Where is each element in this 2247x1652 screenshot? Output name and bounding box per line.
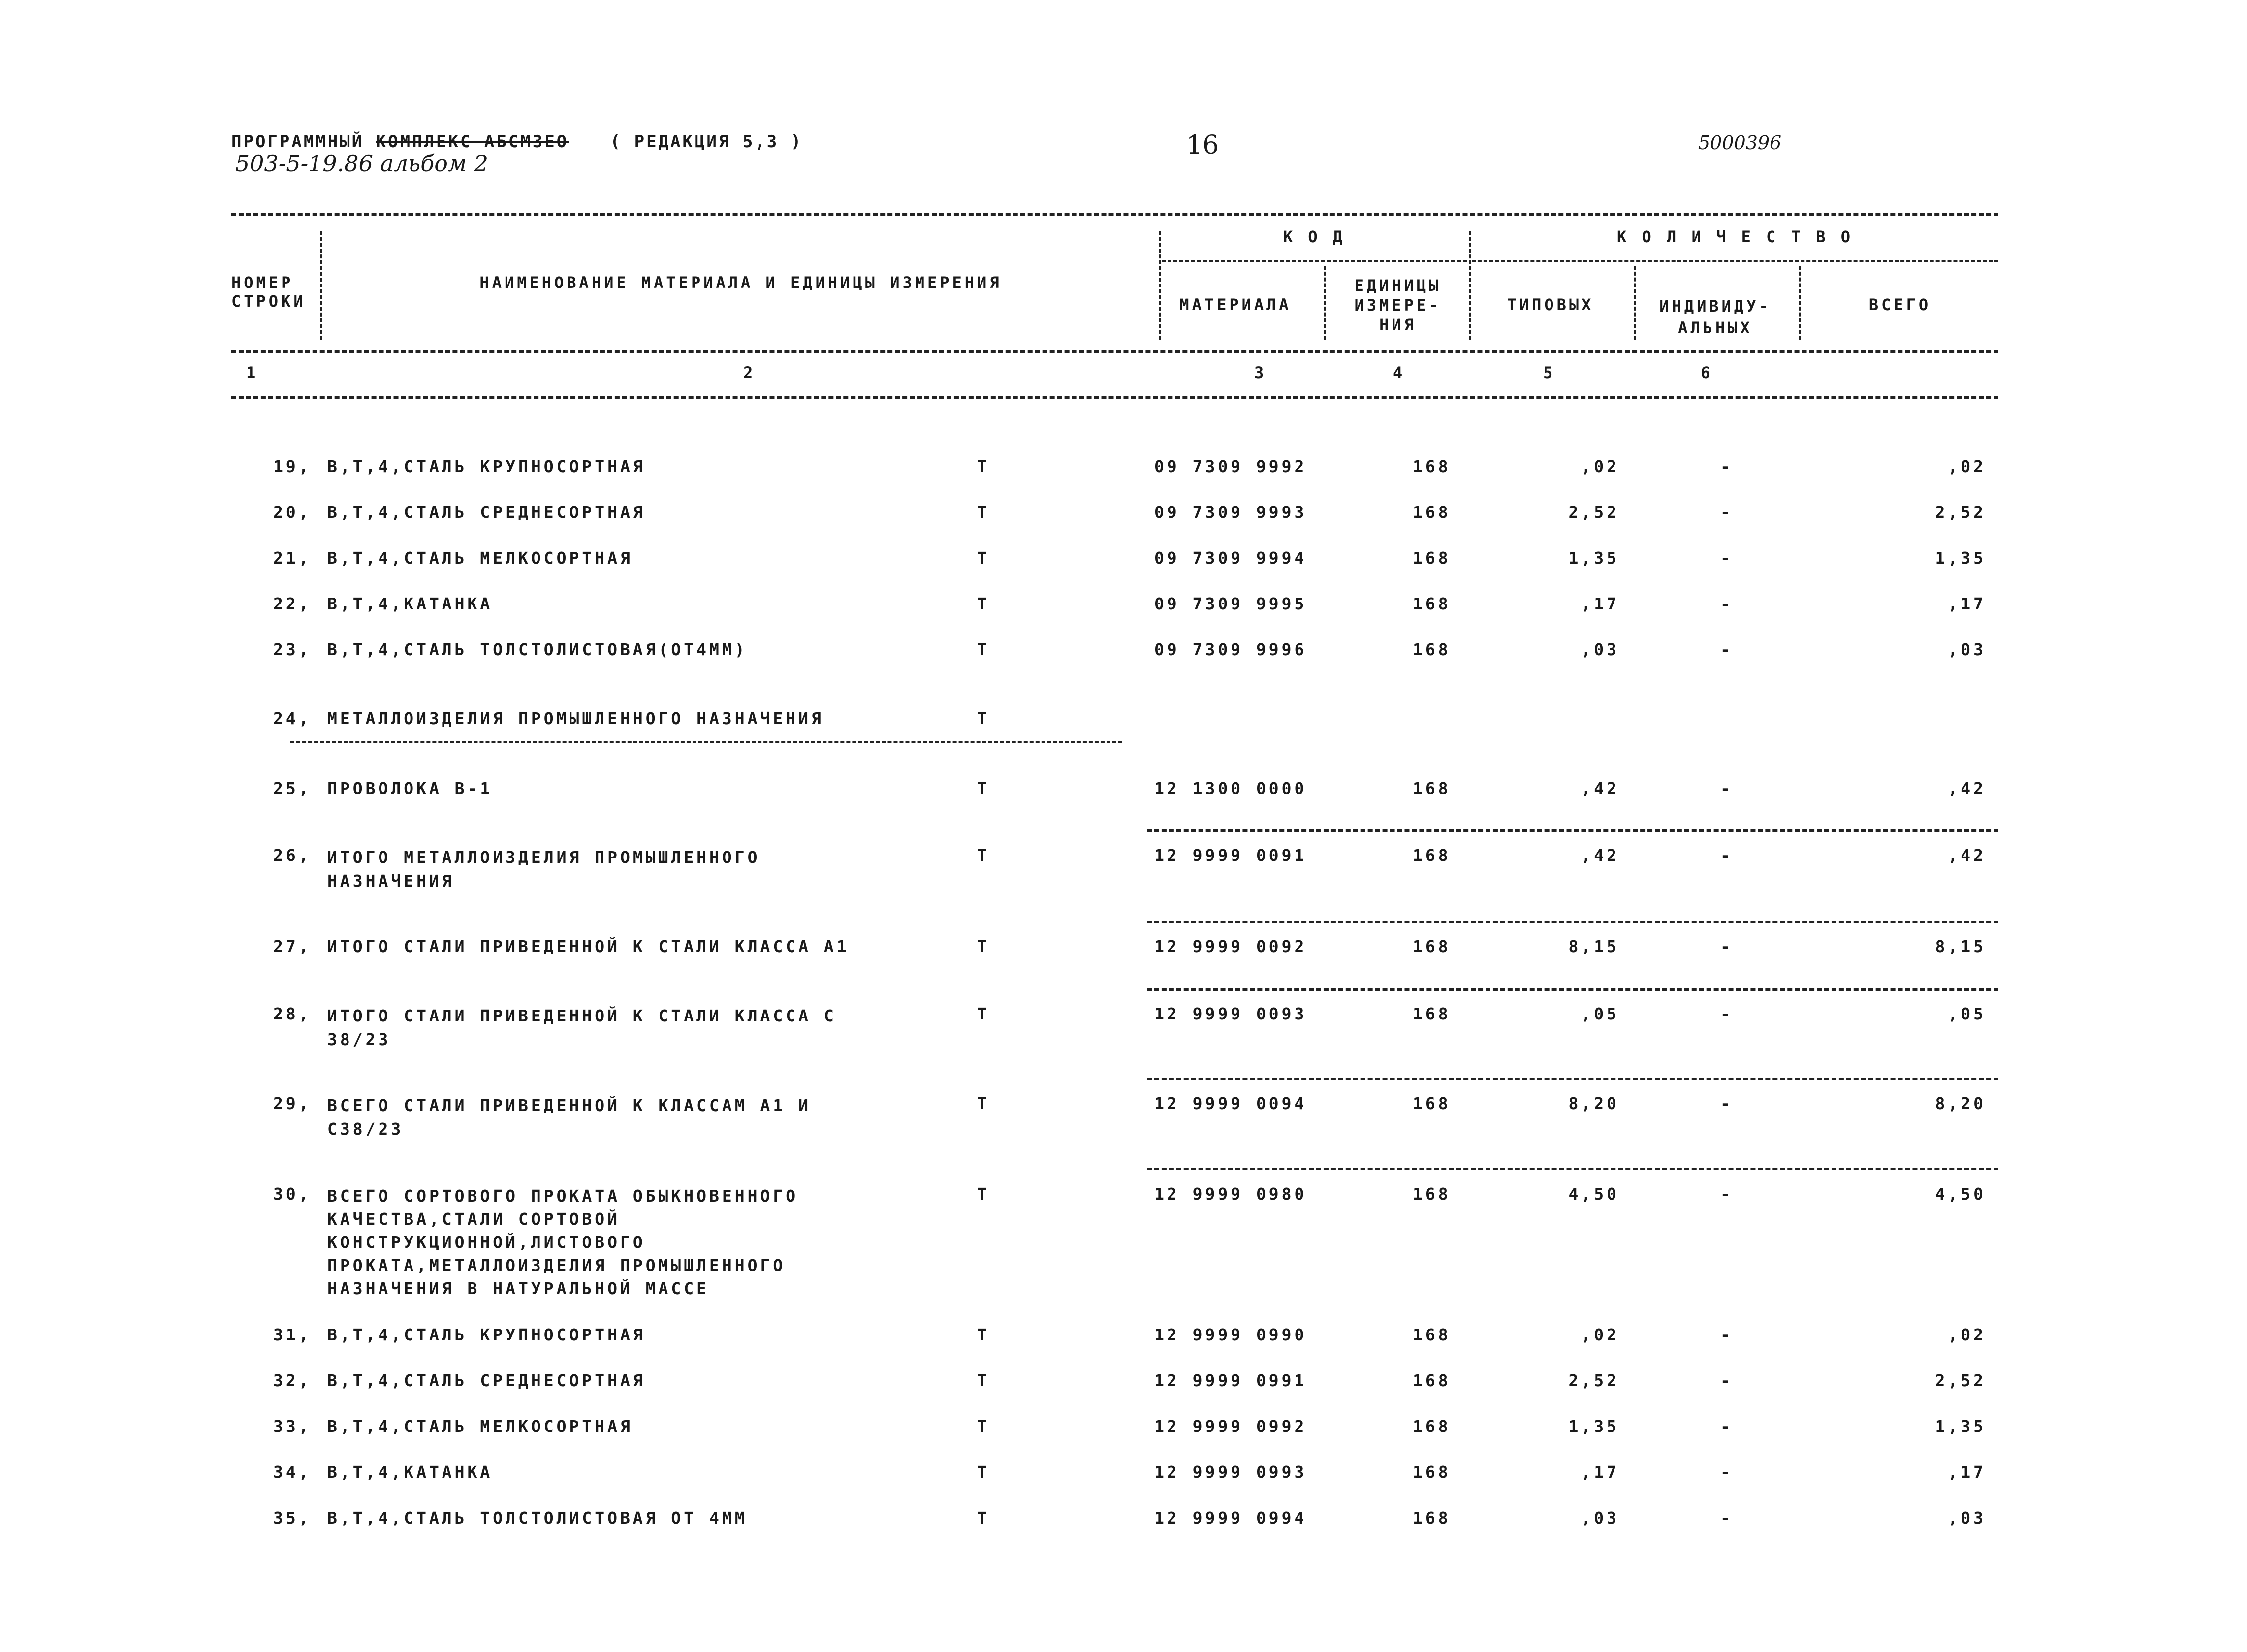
individual-qty: - xyxy=(1720,1508,1733,1527)
typical-qty: 1,35 xyxy=(1568,1417,1619,1436)
row-number: 27, xyxy=(273,937,312,956)
typical-qty: ,42 xyxy=(1581,779,1619,798)
row-number: 32, xyxy=(273,1371,312,1390)
material-code: 12 9999 0092 xyxy=(1154,937,1307,956)
unit-code: 168 xyxy=(1413,1371,1451,1390)
material-name xyxy=(327,1184,798,1300)
row-number: 29, xyxy=(273,1094,312,1113)
material-name-line: 38/23 xyxy=(327,1030,391,1049)
row-number: 22, xyxy=(273,594,312,613)
row-number: 26, xyxy=(273,846,312,865)
unit-abbr: Т xyxy=(977,548,990,568)
typical-qty: ,02 xyxy=(1581,1325,1619,1344)
unit-code: 168 xyxy=(1413,1184,1451,1204)
unit-code: 168 xyxy=(1413,1462,1451,1482)
quantity-subrule xyxy=(1472,260,1998,262)
material-name-line: КАЧЕСТВА,СТАЛИ СОРТОВОЙ xyxy=(327,1209,620,1229)
individual-qty: - xyxy=(1720,779,1733,798)
individual-qty: - xyxy=(1720,1462,1733,1482)
row-number: 35, xyxy=(273,1508,312,1527)
row-number: 30, xyxy=(273,1184,312,1204)
material-code: 09 7309 9993 xyxy=(1154,503,1307,522)
col-divider xyxy=(1634,266,1636,340)
typical-header: ТИПОВЫХ xyxy=(1507,295,1594,314)
col-number-5: 5 xyxy=(1543,363,1556,382)
material-name-line: НАЗНАЧЕНИЯ В НАТУРАЛЬНОЙ МАССЕ xyxy=(327,1279,710,1298)
typical-qty: ,03 xyxy=(1581,1508,1619,1527)
individual-qty: - xyxy=(1720,846,1733,865)
total-qty: 1,35 xyxy=(1935,548,1986,568)
material-code: 12 1300 0000 xyxy=(1154,779,1307,798)
name-header: НАИМЕНОВАНИЕ МАТЕРИАЛА И ЕДИНИЦЫ ИЗМЕРЕНИЯ xyxy=(479,273,1002,292)
material-name: В,Т,4,СТАЛЬ СРЕДНЕСОРТНАЯ xyxy=(327,1371,646,1390)
material-code: 12 9999 0991 xyxy=(1154,1371,1307,1390)
material-code: 12 9999 0091 xyxy=(1154,846,1307,865)
individual-qty: - xyxy=(1720,503,1733,522)
typical-qty: 2,52 xyxy=(1568,1371,1619,1390)
individual-qty: - xyxy=(1720,1094,1733,1113)
unit-abbr: Т xyxy=(977,779,990,798)
unit-code: 168 xyxy=(1413,779,1451,798)
material-name-line: ИТОГО МЕТАЛЛОИЗДЕЛИЯ ПРОМЫШЛЕННОГО xyxy=(327,848,760,867)
typical-qty: ,03 xyxy=(1581,640,1619,659)
unit-abbr: Т xyxy=(977,1371,990,1390)
material-name: ПРОВОЛОКА В-1 xyxy=(327,779,493,798)
material-name-line: НАЗНАЧЕНИЯ xyxy=(327,871,455,890)
row-number-header-line2: СТРОКИ xyxy=(231,292,306,311)
total-qty: ,03 xyxy=(1948,1508,1986,1527)
code-subrule xyxy=(1162,260,1467,262)
material-code: 09 7309 9995 xyxy=(1154,594,1307,613)
row-number-header xyxy=(231,273,306,311)
material-name-line: КОНСТРУКЦИОННОЙ,ЛИСТОВОГО xyxy=(327,1233,646,1252)
unit-header-line2: ИЗМЕРЕ- xyxy=(1354,296,1442,315)
col-divider xyxy=(320,231,322,340)
total-qty: ,17 xyxy=(1948,594,1986,613)
subtotal-rule xyxy=(1147,988,1998,991)
typical-qty: 8,20 xyxy=(1568,1094,1619,1113)
material-code: 12 9999 0093 xyxy=(1154,1004,1307,1023)
col-divider xyxy=(1159,231,1161,340)
typical-qty: 1,35 xyxy=(1568,548,1619,568)
row-number: 23, xyxy=(273,640,312,659)
page-number: 16 xyxy=(1186,130,1219,160)
quantity-header: К О Л И Ч Е С Т В О xyxy=(1616,227,1854,246)
material-name: В,Т,4,СТАЛЬ ТОЛСТОЛИСТОВАЯ(ОТ4ММ) xyxy=(327,640,748,659)
unit-code: 168 xyxy=(1413,846,1451,865)
individual-qty: - xyxy=(1720,548,1733,568)
unit-code: 168 xyxy=(1413,1417,1451,1436)
unit-abbr: Т xyxy=(977,1004,990,1023)
unit-code: 168 xyxy=(1413,937,1451,956)
individual-qty: - xyxy=(1720,457,1733,476)
code-header: К О Д xyxy=(1283,227,1346,246)
individual-qty: - xyxy=(1720,1371,1733,1390)
total-header: ВСЕГО xyxy=(1868,295,1931,314)
material-name xyxy=(327,1004,837,1051)
col-number-4: 4 xyxy=(1393,363,1406,382)
individual-qty: - xyxy=(1720,1184,1733,1204)
material-code: 09 7309 9994 xyxy=(1154,548,1307,568)
col-number-6: 6 xyxy=(1701,363,1713,382)
subtotal-rule xyxy=(1147,921,1998,923)
section-underline xyxy=(290,741,1122,743)
section-heading: МЕТАЛЛОИЗДЕЛИЯ ПРОМЫШЛЕННОГО НАЗНАЧЕНИЯ xyxy=(327,709,824,728)
material-name: В,Т,4,СТАЛЬ ТОЛСТОЛИСТОВАЯ ОТ 4ММ xyxy=(327,1508,748,1527)
typical-qty: ,05 xyxy=(1581,1004,1619,1023)
material-name: В,Т,4,СТАЛЬ МЕЛКОСОРТНАЯ xyxy=(327,1417,633,1436)
total-qty: ,05 xyxy=(1948,1004,1986,1023)
individual-qty: - xyxy=(1720,1325,1733,1344)
total-qty: 4,50 xyxy=(1935,1184,1986,1204)
material-code: 09 7309 9996 xyxy=(1154,640,1307,659)
unit-header-line1: ЕДИНИЦЫ xyxy=(1354,276,1442,295)
material-name: В,Т,4,СТАЛЬ КРУПНОСОРТНАЯ xyxy=(327,1325,646,1344)
total-qty: 2,52 xyxy=(1935,1371,1986,1390)
unit-code: 168 xyxy=(1413,503,1451,522)
edition-label: ( РЕДАКЦИЯ 5,3 ) xyxy=(610,132,803,152)
material-code: 12 9999 0094 xyxy=(1154,1094,1307,1113)
unit-abbr: Т xyxy=(977,1094,990,1113)
row-number: 20, xyxy=(273,503,312,522)
typical-qty: 8,15 xyxy=(1568,937,1619,956)
individual-qty: - xyxy=(1720,594,1733,613)
header-mid-rule xyxy=(231,350,1998,353)
material-name-line: С38/23 xyxy=(327,1119,404,1139)
unit-abbr: Т xyxy=(977,1184,990,1204)
document-number: 5000396 xyxy=(1698,132,1782,154)
col-number-2: 2 xyxy=(743,363,756,382)
row-number: 25, xyxy=(273,779,312,798)
row-number: 28, xyxy=(273,1004,312,1023)
material-header: МАТЕРИАЛА xyxy=(1179,295,1292,314)
total-qty: 1,35 xyxy=(1935,1417,1986,1436)
material-name: В,Т,4,СТАЛЬ СРЕДНЕСОРТНАЯ xyxy=(327,503,646,522)
unit-abbr: Т xyxy=(977,1325,990,1344)
unit-abbr: Т xyxy=(977,846,990,865)
subtotal-rule xyxy=(1147,1078,1998,1080)
individual-header-line1: ИНДИВИДУ- xyxy=(1659,297,1772,316)
material-code: 12 9999 0994 xyxy=(1154,1508,1307,1527)
album-handwritten: 503-5-19.86 альбом 2 xyxy=(235,150,489,177)
material-name: В,Т,4,СТАЛЬ КРУПНОСОРТНАЯ xyxy=(327,457,646,476)
material-name-line: ПРОКАТА,МЕТАЛЛОИЗДЕЛИЯ ПРОМЫШЛЕННОГО xyxy=(327,1256,786,1275)
unit-abbr: Т xyxy=(977,503,990,522)
unit-abbr: Т xyxy=(977,937,990,956)
total-qty: ,42 xyxy=(1948,779,1986,798)
total-qty: ,02 xyxy=(1948,457,1986,476)
typical-qty: ,17 xyxy=(1581,594,1619,613)
row-number-header-line1: НОМЕР xyxy=(231,273,294,292)
row-number: 33, xyxy=(273,1417,312,1436)
typical-qty: ,17 xyxy=(1581,1462,1619,1482)
unit-code: 168 xyxy=(1413,548,1451,568)
unit-header-line3: НИЯ xyxy=(1379,316,1417,334)
material-code: 12 9999 0993 xyxy=(1154,1462,1307,1482)
material-name: В,Т,4,КАТАНКА xyxy=(327,1462,493,1482)
total-qty: 2,52 xyxy=(1935,503,1986,522)
typical-qty: 4,50 xyxy=(1568,1184,1619,1204)
row-number: 34, xyxy=(273,1462,312,1482)
unit-code: 168 xyxy=(1413,1004,1451,1023)
material-name: В,Т,4,КАТАНКА xyxy=(327,594,493,613)
unit-abbr: Т xyxy=(977,1508,990,1527)
typical-qty: ,02 xyxy=(1581,457,1619,476)
unit-abbr: Т xyxy=(977,1417,990,1436)
material-name: В,Т,4,СТАЛЬ МЕЛКОСОРТНАЯ xyxy=(327,548,633,568)
material-code: 09 7309 9992 xyxy=(1154,457,1307,476)
subtotal-rule xyxy=(1147,829,1998,832)
col-divider xyxy=(1799,266,1801,340)
col-number-1: 1 xyxy=(246,363,259,382)
individual-header-line2: АЛЬНЫХ xyxy=(1678,318,1753,337)
typical-qty: ,42 xyxy=(1581,846,1619,865)
material-name: ИТОГО СТАЛИ ПРИВЕДЕННОЙ К СТАЛИ КЛАССА А1 xyxy=(327,937,850,956)
total-qty: ,17 xyxy=(1948,1462,1986,1482)
individual-qty: - xyxy=(1720,1004,1733,1023)
row-number: 19, xyxy=(273,457,312,476)
material-code: 12 9999 0992 xyxy=(1154,1417,1307,1436)
col-number-3: 3 xyxy=(1254,363,1267,382)
individual-header xyxy=(1637,295,1794,339)
individual-qty: - xyxy=(1720,937,1733,956)
header-bottom-rule xyxy=(231,396,1998,399)
program-label: ПРОГРАММНЫЙ xyxy=(231,132,364,152)
row-number: 31, xyxy=(273,1325,312,1344)
material-name xyxy=(327,846,760,893)
unit-code: 168 xyxy=(1413,594,1451,613)
total-qty: ,03 xyxy=(1948,640,1986,659)
unit-code: 168 xyxy=(1413,1325,1451,1344)
material-code: 12 9999 0990 xyxy=(1154,1325,1307,1344)
program-title xyxy=(231,132,803,152)
unit-abbr: Т xyxy=(977,709,990,728)
material-code: 12 9999 0980 xyxy=(1154,1184,1307,1204)
total-qty: ,02 xyxy=(1948,1325,1986,1344)
unit-code: 168 xyxy=(1413,1508,1451,1527)
material-name-line: ВСЕГО СТАЛИ ПРИВЕДЕННОЙ К КЛАССАМ А1 И xyxy=(327,1096,811,1115)
material-name-line: ВСЕГО СОРТОВОГО ПРОКАТА ОБЫКНОВЕННОГО xyxy=(327,1186,799,1206)
material-name xyxy=(327,1094,811,1141)
unit-code: 168 xyxy=(1413,457,1451,476)
unit-abbr: Т xyxy=(977,594,990,613)
total-qty: 8,15 xyxy=(1935,937,1986,956)
individual-qty: - xyxy=(1720,640,1733,659)
unit-header xyxy=(1329,276,1467,335)
header-top-rule xyxy=(231,213,1998,216)
col-divider xyxy=(1324,266,1326,340)
row-number: 21, xyxy=(273,548,312,568)
subtotal-rule xyxy=(1147,1168,1998,1170)
unit-abbr: Т xyxy=(977,640,990,659)
row-number: 24, xyxy=(273,709,312,728)
col-divider xyxy=(1469,231,1471,340)
individual-qty: - xyxy=(1720,1417,1733,1436)
unit-abbr: Т xyxy=(977,457,990,476)
unit-code: 168 xyxy=(1413,640,1451,659)
struck-text: КОМПЛЕКС АБСМЗЕО xyxy=(376,132,569,152)
material-name-line: ИТОГО СТАЛИ ПРИВЕДЕННОЙ К СТАЛИ КЛАССА С xyxy=(327,1006,837,1025)
unit-abbr: Т xyxy=(977,1462,990,1482)
typical-qty: 2,52 xyxy=(1568,503,1619,522)
unit-code: 168 xyxy=(1413,1094,1451,1113)
total-qty: 8,20 xyxy=(1935,1094,1986,1113)
total-qty: ,42 xyxy=(1948,846,1986,865)
